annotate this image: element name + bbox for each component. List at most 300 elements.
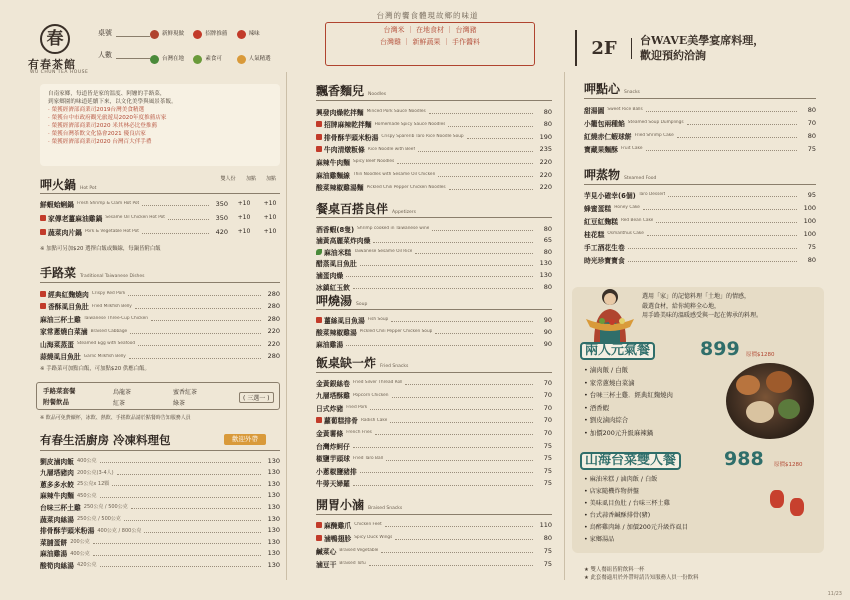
item-name: 牛蒡天婦羅 — [316, 480, 350, 489]
intro-line: ‧ 榮獲台灣茶飲文化協會2021 優良店家 — [48, 131, 146, 137]
item-price: 70 — [543, 428, 552, 437]
dotted-leader — [467, 134, 533, 139]
menu-item — [40, 313, 280, 324]
dotted-leader — [668, 192, 797, 197]
menu-item — [316, 415, 552, 426]
recommended-icon — [40, 215, 46, 221]
menu-item — [584, 202, 816, 213]
item-en-name: Taiwanese Sesame Oil Rice — [354, 249, 413, 255]
item-price: 75 — [807, 242, 816, 251]
menu-item — [316, 106, 552, 117]
set-two-orig-price: 原價$1280 — [746, 352, 775, 358]
set-two-title: 兩人元氣餐 — [580, 342, 655, 360]
addon-price: +10 — [237, 228, 251, 235]
item-name: 家常蔥燒白菜滷 — [40, 328, 88, 336]
menu-item — [584, 117, 816, 128]
legend-badges — [150, 24, 280, 70]
order-box — [98, 22, 150, 70]
section-title: 手路菜 — [40, 266, 77, 280]
item-price: 75 — [543, 559, 552, 568]
section-title: 呷燒湯 — [316, 294, 353, 308]
section-en: Fried Snacks — [380, 364, 409, 369]
recommended-icon — [40, 291, 46, 297]
dotted-leader — [128, 291, 261, 296]
item-en-name: Thin Noodles with Sesame Oil Chicken — [352, 172, 436, 177]
dotted-leader — [369, 561, 533, 566]
set-intro-line: 用手路美味的溫暖感受與一起在傳承的料理。 — [642, 312, 763, 319]
item-price: 130 — [267, 456, 280, 465]
menu-item — [316, 558, 552, 569]
item-price: 90 — [543, 327, 552, 336]
dotted-leader — [100, 493, 261, 498]
item-en-name: Osmanthus Cake — [607, 231, 644, 236]
set-mountain-price: 988 — [724, 448, 764, 470]
item-name: 牛肉清燉粄條 — [324, 146, 365, 155]
menu-item — [316, 119, 552, 130]
item-name: 九層塔酥雞 — [316, 392, 350, 401]
legend-badge — [193, 24, 236, 45]
item-en-name: Pork & Vegetable Hot Pot — [84, 229, 139, 234]
item-name: 酸筍肉絲湯 — [40, 561, 74, 570]
dotted-leader — [346, 341, 533, 346]
item-price: 220 — [539, 183, 552, 192]
drink-option: 紅茶 — [113, 400, 126, 407]
item-en-name: Taro Dessert — [638, 192, 666, 197]
item-price: 100 — [803, 229, 816, 238]
item-name: 紅豆紅麴糕 — [584, 217, 618, 226]
section-title: 呷點心 — [584, 82, 621, 96]
section-en: Traditional Taiwanese Dishes — [80, 274, 145, 279]
section-rule — [316, 100, 552, 101]
menu-item — [584, 130, 816, 141]
menu-item — [40, 513, 280, 524]
set-intro-line: 選用「家」的記憶料理「土地」的情感， — [642, 293, 751, 300]
set-intro — [642, 292, 820, 321]
set-dish: • 麻油米糕 / 滷肉飯 / 白飯 — [584, 476, 658, 483]
dotted-leader — [117, 470, 261, 475]
section-en: Steamed Food — [624, 176, 657, 181]
section-rule — [40, 193, 280, 194]
dotted-leader — [353, 443, 533, 448]
dotted-leader — [93, 551, 261, 556]
item-en-name: Crispy Red Pork — [91, 291, 126, 296]
lantern-icon — [770, 490, 784, 508]
dotted-leader — [142, 229, 209, 234]
legend-badge — [237, 24, 280, 45]
menu-item — [316, 144, 552, 155]
dotted-leader — [346, 272, 533, 277]
menu-item — [316, 314, 552, 325]
item-en-name: Chicken Feet — [354, 522, 382, 527]
dotted-leader — [646, 107, 797, 112]
badge-label: 辣味 — [248, 31, 260, 38]
origin-text — [330, 24, 530, 48]
item-spec: 25公克x 12顆 — [76, 481, 110, 488]
drink-box — [36, 382, 280, 410]
item-name: 蘿蔔糕排骨 — [324, 417, 358, 426]
item-name: 時光珍寶寶食 — [584, 256, 625, 265]
logo-char: 春 — [46, 29, 64, 49]
intro-box — [40, 84, 280, 166]
item-en-name: Fried Milkfish Belly — [91, 303, 132, 309]
set-footnote-line: ★ 此套餐適用於外帶時請告知服務人員一份飲料 — [584, 575, 699, 581]
item-name: 蔬菜肉絲湯 — [40, 515, 74, 524]
legend-badge — [150, 24, 193, 45]
menu-item — [40, 478, 280, 489]
item-en-name: Honey Cake — [614, 205, 640, 210]
item-name: 菜脯蛋餅 — [40, 538, 68, 547]
item-price: 75 — [807, 144, 816, 153]
menu-item — [316, 235, 552, 246]
item-price: 280 — [267, 302, 280, 310]
dotted-leader — [100, 458, 261, 463]
menu-item — [40, 501, 280, 512]
floor-text-line: 歡迎預約洽詢 — [640, 49, 706, 62]
item-name: 蜂蜜蛋糕 — [584, 204, 612, 213]
recommended-icon — [316, 121, 322, 127]
menu-item — [316, 478, 552, 489]
item-price: 100 — [803, 203, 816, 212]
dotted-leader — [370, 405, 533, 410]
item-name: 興發肉燥乾拌麵 — [316, 108, 364, 117]
menu-item — [40, 559, 280, 570]
menu-item — [316, 427, 552, 438]
item-en-name: Steamed Egg with Seafood — [76, 341, 136, 346]
column-divider — [564, 72, 565, 580]
dotted-leader — [646, 146, 798, 151]
menu-item — [316, 440, 552, 451]
menu-item — [40, 548, 280, 559]
item-name: 金黃銀絲卷 — [316, 379, 350, 388]
item-en-name: Spicy Beef Noodles — [352, 159, 395, 165]
dish-bowl — [766, 371, 792, 393]
menu-item — [316, 390, 552, 401]
dotted-leader — [142, 201, 209, 206]
recommended-icon — [40, 229, 46, 235]
set-dish: • 酒香蝦 — [584, 403, 609, 412]
drink-note: ※ 飲品可免費續杯，冰飲、熱飲、手搖飲品請於點餐時告知服務人員 — [40, 415, 191, 421]
section-rule — [584, 184, 816, 185]
dotted-leader — [129, 354, 261, 359]
section-title: 飄香麵兒 — [316, 84, 365, 98]
set-dish: • 家鄉湯品 — [584, 536, 615, 543]
item-name: 麻辣牛肉麵 — [316, 158, 350, 167]
section-en: Soup — [356, 302, 368, 307]
menu-item — [316, 169, 552, 180]
intro-line: 自南家鄉，每道皆是家的溫度、阿嬤的手路菜， — [48, 91, 166, 97]
menu-item — [584, 241, 816, 252]
item-en-name: Homemade Spicy Sauce Noodles — [374, 121, 446, 127]
dotted-leader — [395, 535, 533, 540]
set-mountain-dishes — [584, 474, 688, 546]
item-en-name: Steamed Soup Dumplings — [627, 120, 684, 125]
item-name: 蒜燒虱目魚肚 — [40, 353, 81, 361]
set-two-price: 899 — [700, 338, 740, 360]
floor-banner — [575, 30, 811, 66]
set-dish: • 家常蔥燒白菜滷 — [584, 378, 635, 387]
menu-item — [40, 288, 280, 299]
menu-item — [40, 326, 280, 337]
item-price: 130 — [267, 526, 280, 535]
item-spec: 420公克 — [76, 562, 97, 569]
menu-item — [316, 182, 552, 193]
item-name: 椒鹽芋頭球 — [316, 455, 350, 464]
item-name: 滷蛋肉燥 — [316, 271, 344, 280]
item-en-name: Fried Pork — [346, 405, 368, 411]
local-icon — [316, 249, 322, 255]
legend-badge — [193, 49, 236, 70]
recommended-icon — [316, 146, 322, 152]
item-name: 芋見小確幸(6個) — [584, 191, 636, 200]
item-en-name: Fruit Cake — [620, 146, 643, 151]
people-count-field[interactable] — [116, 58, 150, 59]
item-spec: 400公克 — [76, 458, 97, 464]
menu-item — [316, 465, 552, 476]
set-footnote — [584, 566, 698, 582]
item-price: 80 — [543, 224, 552, 233]
item-en-name: Garlic Milkfish Belly — [83, 353, 126, 359]
item-en-name: Spicy Duck Wings — [354, 535, 393, 540]
drink-option: 蜜香紅茶 — [173, 389, 198, 396]
dotted-leader — [353, 284, 533, 289]
badge-icon — [193, 30, 202, 39]
dotted-leader — [647, 231, 797, 236]
item-price: 130 — [267, 502, 280, 511]
legend-badge — [150, 49, 193, 70]
menu-item — [40, 226, 280, 237]
drink-choice-tag: ( 三選一 ) — [239, 392, 274, 403]
item-en-name: Braised Tofu — [339, 561, 366, 566]
item-en-name: Crispy Sparerib Taro Rice Noodle Soup — [381, 134, 464, 140]
table-label: 桌號 — [98, 29, 112, 37]
menu-item — [316, 519, 552, 530]
dotted-leader — [643, 205, 797, 210]
dotted-leader — [375, 430, 533, 435]
section-snacks — [584, 80, 640, 97]
column-divider — [286, 72, 287, 580]
item-name: 麻辣牛肉麵 — [40, 492, 74, 501]
item-price: 130 — [267, 491, 280, 500]
dotted-leader — [385, 522, 533, 527]
item-price: 80 — [807, 105, 816, 114]
dotted-leader — [438, 172, 533, 177]
recommended-icon — [316, 317, 322, 323]
set-dish: • 美味虱目魚肚 / 台味三杯土雞 — [584, 500, 670, 507]
intro-line: ‧ 榮獲經濟部商業司2019台灣美食精選 — [48, 107, 145, 113]
item-name: 麻油雞湯 — [316, 340, 344, 349]
item-price: 75 — [543, 546, 552, 555]
item-price: 220 — [539, 157, 552, 166]
dotted-leader — [135, 304, 261, 309]
hotpot-col-header: 加點 — [265, 176, 276, 182]
menu-item — [316, 258, 552, 269]
dotted-leader — [397, 159, 533, 164]
badge-label: 新鮮現做 — [162, 31, 185, 38]
floor-text-line: 台WAVE美學宴席料理， — [640, 34, 765, 47]
item-price: 80 — [807, 255, 816, 264]
section-sides — [316, 200, 416, 217]
section-en: Braised Snacks — [368, 506, 403, 511]
section-rule — [316, 514, 552, 515]
dotted-leader — [353, 481, 533, 486]
item-price: 90 — [543, 315, 552, 324]
item-price: 75 — [543, 454, 552, 463]
hotpot-note: ※ 加點可另加$20 選擇白飯或麵線，每鍋皆附白飯 — [40, 246, 161, 252]
item-price: 95 — [807, 190, 816, 199]
recommended-icon — [316, 535, 322, 541]
item-spec: 400公克 — [70, 550, 90, 557]
menu-item — [40, 212, 280, 223]
menu-item — [40, 351, 280, 362]
intro-line: ‧ 榮獲台中市政府觀光旅遊局2020年度推薦店家 — [48, 115, 167, 121]
dotted-leader — [415, 249, 533, 254]
dotted-leader — [381, 548, 533, 553]
page-number: 11/23 — [827, 591, 842, 597]
table-number-field[interactable] — [116, 36, 150, 37]
dotted-leader — [449, 185, 533, 190]
item-price: 70 — [807, 118, 816, 127]
set-mountain-title: 山海台菜雙人餐 — [580, 452, 681, 470]
set-two-dishes — [584, 364, 673, 439]
dotted-leader — [130, 329, 261, 334]
menu-item — [40, 490, 280, 501]
badge-icon — [150, 30, 159, 39]
item-name: 酸菜辣椒雞湯 — [316, 328, 357, 337]
item-price: 80 — [543, 282, 552, 291]
item-price: 280 — [267, 289, 280, 298]
badge-label: 招牌推薦 — [205, 31, 228, 38]
item-price: 80 — [543, 533, 552, 542]
item-en-name: Fresh Shrimp & Clam Hot Pot — [76, 201, 140, 206]
dotted-leader — [100, 562, 261, 567]
item-price: 420 — [215, 227, 228, 236]
item-name: 山海菜蒸蛋 — [40, 340, 74, 349]
item-spec: 450公克 — [76, 492, 97, 499]
recommended-icon — [316, 417, 322, 423]
section-rule — [316, 217, 552, 218]
menu-item — [40, 338, 280, 349]
item-name: 香酥虱目魚肚 — [48, 303, 89, 311]
section-pickles — [316, 496, 402, 513]
set-dish: • 加價200元升級麻辣鍋 — [584, 428, 654, 437]
item-price: 75 — [543, 466, 552, 475]
people-label: 人數 — [98, 51, 112, 59]
addon-price: +10 — [263, 214, 277, 221]
item-price: 70 — [543, 378, 552, 387]
item-name: 醋蒸虱目魚肚 — [316, 260, 357, 269]
section-hotpot — [40, 176, 96, 193]
item-price: 75 — [543, 441, 552, 450]
menu-item — [40, 467, 280, 478]
item-en-name: Popcorn Chicken — [352, 392, 389, 398]
takeout-tag: 歡迎外帶 — [224, 434, 266, 445]
menu-item — [584, 228, 816, 239]
item-name: 麻油雞湯 — [40, 550, 68, 559]
item-price: 130 — [267, 479, 280, 488]
item-name: 小籠包兩種餡 — [584, 119, 625, 128]
item-price: 70 — [543, 391, 552, 400]
item-en-name: Fried Silver Thread Roll — [352, 380, 403, 385]
menu-item — [316, 223, 552, 234]
dotted-leader — [360, 261, 533, 266]
item-name: 蔬菜肉片鍋 — [48, 228, 82, 237]
item-price: 350 — [215, 199, 228, 208]
chef-illustration — [580, 285, 636, 345]
menu-item — [316, 402, 552, 413]
dotted-leader — [677, 133, 797, 138]
item-en-name: Shrimp cooked in Taiwanese wine — [357, 226, 430, 231]
item-name: 麻油米糕 — [324, 248, 352, 257]
set-dish: • 劉皮滷肉綜合 — [584, 416, 629, 424]
badge-icon — [150, 55, 159, 64]
item-price: 80 — [807, 131, 816, 140]
item-price: 130 — [267, 549, 280, 558]
menu-item — [316, 246, 552, 257]
item-price: 350 — [215, 213, 228, 222]
menu-item — [316, 532, 552, 543]
item-price: 70 — [543, 403, 552, 412]
intro-line: ‧ 榮獲經濟部商業司2020 米其林必比登推薦 — [48, 123, 158, 129]
item-spec: 400公克 / 800公克 — [97, 527, 142, 534]
menu-item — [40, 525, 280, 536]
item-en-name: Minced Pork Sauce Noodles — [366, 109, 426, 114]
item-price: 75 — [543, 479, 552, 488]
brand-name: 有春茶館 — [28, 58, 76, 71]
badge-label: 人氣精選 — [248, 56, 271, 63]
item-price: 80 — [543, 247, 552, 256]
badge-icon — [237, 55, 246, 64]
menu-item — [316, 326, 552, 337]
item-spec: 200公克(3-4人) — [76, 469, 114, 476]
item-en-name: Fish Soup — [367, 317, 389, 322]
legend-badge — [237, 49, 280, 70]
item-name: 紅燒赤仁蝦球餅 — [584, 132, 632, 141]
dotted-leader — [168, 215, 209, 220]
section-en: Hot Pot — [80, 186, 97, 191]
item-name: 酸菜辣椒雞湯麵 — [316, 184, 364, 193]
item-price: 220 — [539, 170, 552, 179]
set-footnote-line: ★ 雙人餐組皆附飲料一杯 — [584, 567, 645, 573]
item-price: 65 — [543, 236, 552, 245]
badge-icon — [237, 30, 246, 39]
item-name: 手工酒花生卷 — [584, 243, 625, 252]
dish-bowl — [736, 375, 760, 395]
item-price: 220 — [267, 339, 280, 348]
set-dish: • 台味三杯土雞．經典紅麴燒肉 — [584, 391, 673, 399]
dotted-leader — [373, 238, 533, 243]
menu-item — [584, 104, 816, 115]
item-name: 經典紅麴燒肉 — [48, 290, 89, 299]
origin-line: 台灣米 ｜ 在地食材 ｜ 台灣豬 — [383, 26, 477, 34]
item-name: 劉皮滷肉飯 — [40, 457, 74, 466]
floor-number: 2F — [577, 38, 632, 59]
dotted-leader — [432, 226, 533, 231]
section-rule — [584, 98, 816, 99]
hotpot-col-header: 雙人份 — [220, 176, 236, 182]
item-price: 220 — [267, 327, 280, 335]
brand-logo — [40, 24, 70, 54]
item-name: 小蔥椒鹽豬排 — [316, 467, 357, 476]
section-noodles — [316, 82, 386, 99]
item-spec: 250公克 / 500公克 — [76, 516, 121, 522]
item-name: 蔥多多水餃 — [40, 480, 74, 489]
set-dish: • 店家隨機炸物拼盤 — [584, 488, 640, 495]
section-en: Snacks — [624, 90, 640, 95]
set-dish: • 滷肉飯 / 白飯 — [584, 366, 628, 374]
item-price: 280 — [267, 352, 280, 360]
section-title: 餐桌百搭良伴 — [316, 202, 389, 216]
section-title: 呷蒸物 — [584, 168, 621, 182]
